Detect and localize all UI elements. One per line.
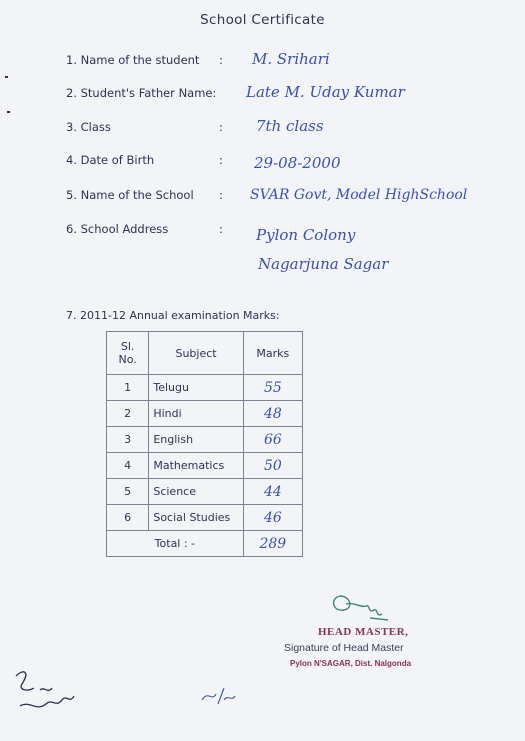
field-value-school-name: SVAR Govt, Model HighSchool bbox=[250, 187, 468, 203]
handwritten-date-mark bbox=[198, 680, 238, 714]
row-sl: 1 bbox=[107, 375, 149, 401]
row-subject: Social Studies bbox=[149, 505, 243, 531]
field-label-student-name: 1. Name of the student bbox=[66, 53, 200, 67]
stamp-signature-caption: Signature of Head Master bbox=[284, 642, 404, 654]
table-row bbox=[107, 427, 303, 453]
field-label-school-address: 6. School Address bbox=[66, 222, 169, 236]
scan-speck bbox=[5, 76, 8, 78]
field-value-student-name: M. Srihari bbox=[252, 50, 330, 68]
total-label: Total : - bbox=[107, 531, 244, 557]
field-value-father-name: Late M. Uday Kumar bbox=[246, 83, 405, 101]
row-marks: 50 bbox=[243, 453, 302, 479]
field-label-father-name: 2. Student's Father Name: bbox=[66, 86, 217, 100]
table-row bbox=[107, 401, 303, 427]
row-marks: 55 bbox=[243, 375, 302, 401]
field-label-class: 3. Class bbox=[66, 120, 111, 134]
field-colon: : bbox=[219, 153, 223, 167]
row-subject: English bbox=[149, 427, 243, 453]
stamp-head-master: HEAD MASTER, bbox=[318, 626, 409, 638]
row-subject: Telugu bbox=[149, 375, 243, 401]
table-row bbox=[107, 505, 303, 531]
page-title: School Certificate bbox=[200, 12, 325, 28]
field-colon: : bbox=[219, 120, 223, 134]
field-value-class: 7th class bbox=[256, 117, 324, 135]
table-header-row bbox=[107, 332, 303, 375]
row-marks: 66 bbox=[243, 427, 302, 453]
header-sl-no: Sl. No. bbox=[107, 332, 149, 375]
row-sl: 5 bbox=[107, 479, 149, 505]
field-colon: : bbox=[219, 222, 223, 236]
row-marks: 46 bbox=[243, 505, 302, 531]
row-sl: 2 bbox=[107, 401, 149, 427]
field-colon: : bbox=[219, 53, 223, 67]
field-value-address-line2: Nagarjuna Sagar bbox=[258, 255, 389, 273]
row-sl: 4 bbox=[107, 453, 149, 479]
marks-section-title: 7. 2011-12 Annual examination Marks: bbox=[66, 309, 280, 322]
header-marks: Marks bbox=[243, 332, 302, 375]
header-subject: Subject bbox=[149, 332, 243, 375]
row-subject: Hindi bbox=[149, 401, 243, 427]
field-value-dob: 29-08-2000 bbox=[254, 154, 341, 172]
handwritten-initials-mark bbox=[10, 660, 82, 722]
table-row bbox=[107, 479, 303, 505]
stamp-school-place: Pylon N'SAGAR, Dist. Nalgonda bbox=[290, 659, 412, 668]
field-label-school-name: 5. Name of the School bbox=[66, 188, 194, 202]
table-row bbox=[107, 375, 303, 401]
row-subject: Science bbox=[149, 479, 243, 505]
scan-speck bbox=[7, 111, 10, 113]
field-value-address-line1: Pylon Colony bbox=[256, 226, 356, 244]
table-row bbox=[107, 453, 303, 479]
headmaster-signature bbox=[326, 588, 392, 626]
total-value: 289 bbox=[243, 531, 302, 557]
row-sl: 6 bbox=[107, 505, 149, 531]
row-marks: 44 bbox=[243, 479, 302, 505]
marks-table bbox=[106, 331, 303, 557]
field-label-dob: 4. Date of Birth bbox=[66, 153, 155, 167]
table-total-row bbox=[107, 531, 303, 557]
row-sl: 3 bbox=[107, 427, 149, 453]
row-subject: Mathematics bbox=[149, 453, 243, 479]
row-marks: 48 bbox=[243, 401, 302, 427]
field-colon: : bbox=[219, 188, 223, 202]
